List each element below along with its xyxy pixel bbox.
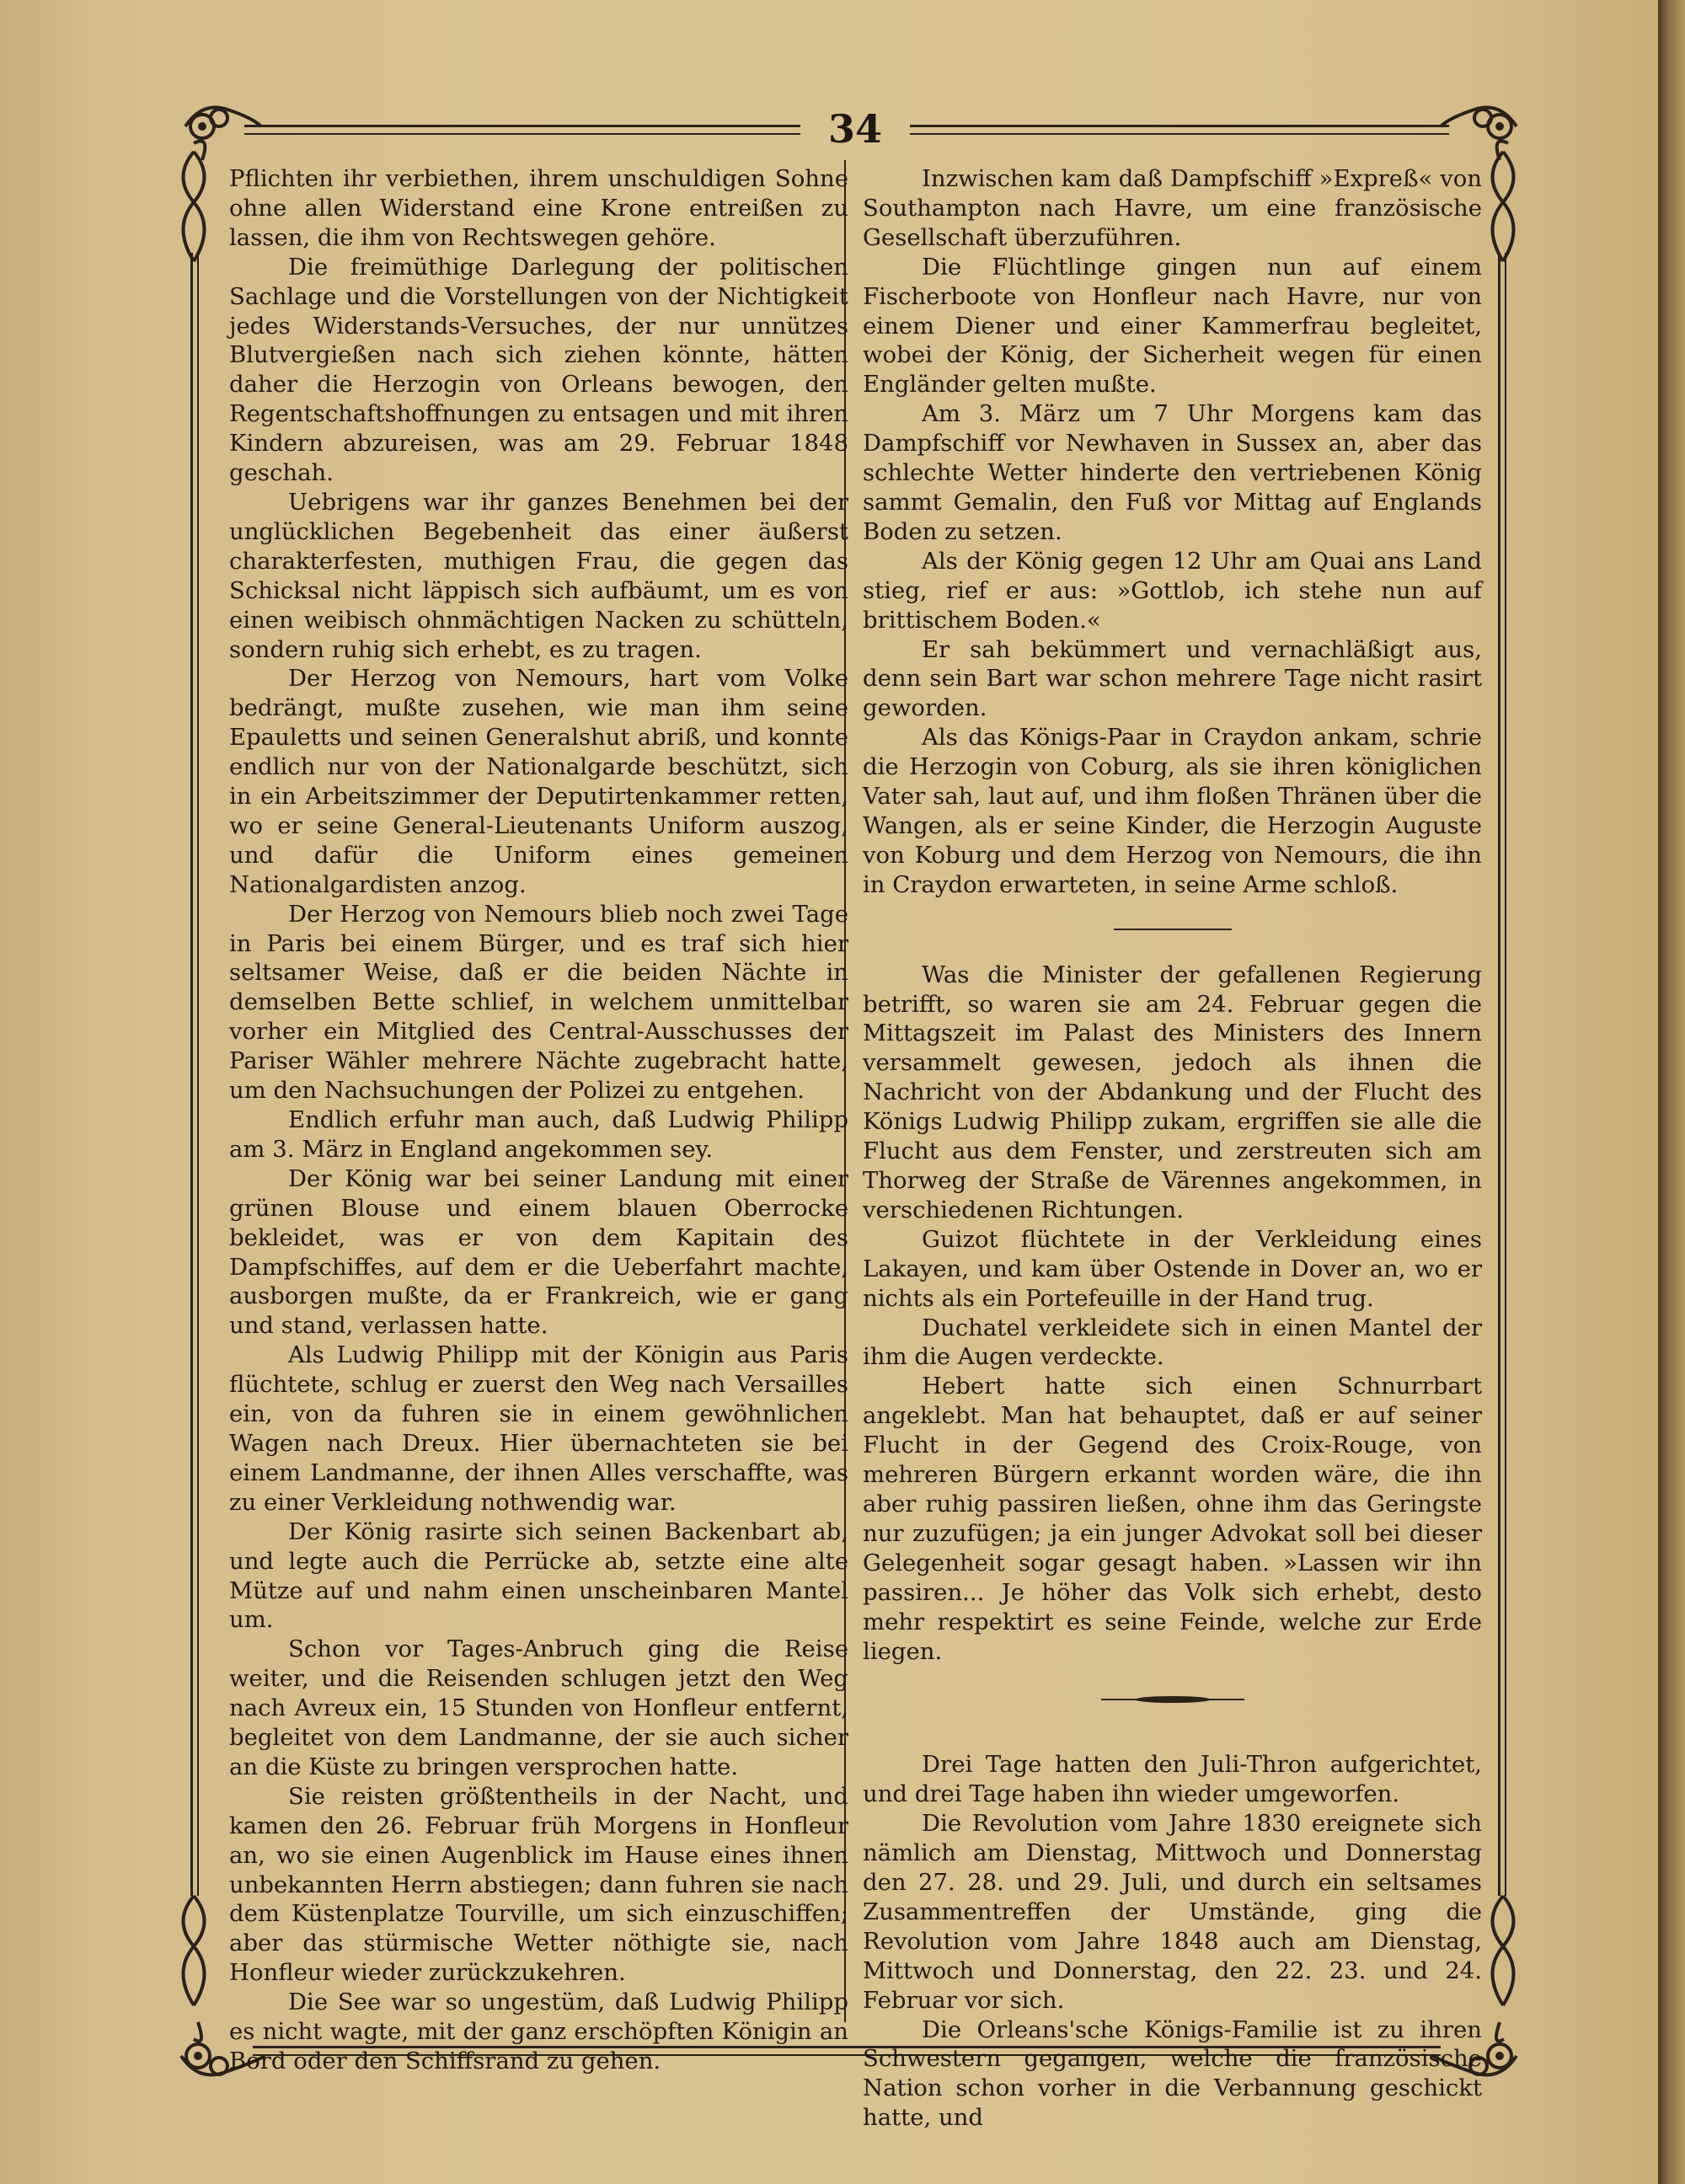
left-column bbox=[229, 164, 848, 2076]
paragraph: Schon vor Tages-Anbruch ging die Reise weiter, und die Reisenden schlugen jetzt den Weg nach Avreux ein, 15 Stunden von Honfleur entfernt, begleitet von dem Landmanne, der sie auch sicher an die Küste zu bringen versprochen hatte. bbox=[229, 1635, 848, 1780]
paragraph: Die See war so ungestüm, daß Ludwig Philipp es nicht wagte, mit der ganz erschöpften Königin an Bord oder den Schiffsrand zu gehen. bbox=[229, 1989, 848, 2074]
paragraph: Inzwischen kam daß Dampfschiff »Expreß« von Southampton nach Havre, um eine französische Gesellschaft überzuführen. bbox=[863, 165, 1482, 251]
paragraph: Als Ludwig Philipp mit der Königin aus Paris flüchtete, schlug er zuerst den Weg nach Versailles ein, von da fuhren sie in einem gewöhnlichen Wagen nach Dreux. Hier übernachteten sie bei einem Landmanne, der ihnen Alles verschaffte, was zu einer Verkleidung nothwendig war. bbox=[229, 1341, 848, 1516]
top-rule-left-lower bbox=[244, 133, 800, 135]
right-vertical-rule-inner bbox=[1505, 253, 1506, 1896]
left-vertical-rule bbox=[190, 253, 193, 1896]
paragraph: Drei Tage hatten den Juli-Thron aufgerichtet, und drei Tage haben ihn wieder umgeworfen. bbox=[863, 1751, 1482, 1808]
paragraph: Am 3. März um 7 Uhr Morgens kam das Dampfschiff vor Newhaven in Sussex an, aber das schlechte Wetter hinderte den vertriebenen König sammt Gemalin, den Fuß vor Mittag auf Englands Boden zu setzen. bbox=[863, 400, 1482, 545]
book-gutter bbox=[1658, 0, 1685, 2184]
page-number: 34 bbox=[827, 106, 882, 152]
paragraph: Als der König gegen 12 Uhr am Quai ans Land stieg, rief er aus: »Gottlob, ich stehe nun auf brittischem Boden.« bbox=[863, 547, 1482, 634]
right-vertical-rule bbox=[1498, 253, 1500, 1896]
paragraph: Hebert hatte sich einen Schnurrbart angeklebt. Man hat behauptet, daß er auf seiner Flucht in der Gegend des Croix-Rouge, von mehreren Bürgern erkannt worden wäre, die ihn aber ruhig passiren ließen, ohne ihm das Geringste nur zuzufügen; ja ein junger Advokat soll bei dieser Gelegenheit sogar gesagt haben. »Lassen wir ihn passiren... Je höher das Volk sich erhebt, desto mehr respektirt es seine Feinde, welche zur Erde liegen. bbox=[863, 1373, 1482, 1665]
decorative-separator bbox=[1101, 1696, 1244, 1703]
paragraph: Die Orleans'sche Königs-Familie ist zu ihren Schwestern gegangen, welche die französische Nation schon vorher in die Verbannung geschickt hatte, und bbox=[863, 2015, 1482, 2132]
paragraph: Als das Königs-Paar in Craydon ankam, schrie die Herzogin von Coburg, als sie ihren königlichen Vater sah, laut auf, und ihm floßen Thränen über die Wangen, als er seine Kinder, die Herzogin Auguste von Koburg und dem Herzog von Nemours, die ihn in Craydon erwarteten, in seine Arme schloß. bbox=[863, 724, 1482, 898]
side-ornament-left-bottom bbox=[168, 1887, 219, 2014]
left-vertical-rule-inner bbox=[197, 253, 199, 1896]
paragraph: Duchatel verkleidete sich in einen Mantel der ihm die Augen verdeckte. bbox=[863, 1314, 1482, 1371]
section-separator bbox=[1114, 929, 1232, 930]
side-ornament-right-top bbox=[1478, 143, 1528, 270]
top-rule-left bbox=[244, 125, 800, 127]
top-rule-right bbox=[910, 125, 1449, 127]
paragraph: Die Flüchtlinge gingen nun auf einem Fischerboote von Honfleur nach Havre, nur von einem Diener und einer Kammerfrau begleitet, wobei der König, der Sicherheit wegen für einen Engländer gelten mußte. bbox=[863, 253, 1482, 399]
paragraph: Er sah bekümmert und vernachläßigt aus, denn sein Bart war schon mehrere Tage nicht rasirt geworden. bbox=[863, 635, 1482, 722]
paragraph: Sie reisten größtentheils in der Nacht, und kamen den 26. Februar früh Morgens in Honfleur an, wo sie einen Augenblick im Hause eines ihnen unbekannten Herrn abstiegen; dann fuhren sie nach dem Küstenplatze Tourville, um sich einzuschiffen; aber das stürmische Wetter nöthigte sie, nach Honfleur wieder zurückzukehren. bbox=[229, 1782, 848, 1987]
paragraph: Der Herzog von Nemours, hart vom Volke bedrängt, mußte zusehen, wie man ihm seine Epauletts und seinen Generalshut abriß, und konnte endlich nur von der Nationalgarde beschützt, sich in ein Arbeitszimmer der Deputirtenkammer retten, wo er seine General-Lieutenants Uniform auszog, und dafür die Uniform eines gemeinen Nationalgardisten anzog. bbox=[229, 665, 848, 898]
paragraph: Was die Minister der gefallenen Regierung betrifft, so waren sie am 24. Februar gegen die Mittagszeit im Palast des Ministers des Innern versammelt gewesen, jedoch als ihnen die Nachricht von der Abdankung und der Flucht des Königs Ludwig Philipp zukam, ergriffen sie alle die Flucht aus dem Fenster, und zerstreuten sich am Thorweg der Straße de Värennes angekommen, in verschiedenen Richtungen. bbox=[863, 961, 1482, 1223]
paragraph: Guizot flüchtete in der Verkleidung eines Lakayen, und kam über Ostende in Dover an, wo er nichts als ein Portefeuille in der Hand trug. bbox=[863, 1225, 1482, 1312]
paragraph: Pflichten ihr verbiethen, ihrem unschuldigen Sohne ohne allen Widerstand eine Krone entreißen zu lassen, die ihm von Rechtswegen gehöre. bbox=[229, 165, 848, 251]
paragraph: Die Revolution vom Jahre 1830 ereignete sich nämlich am Dienstag, Mittwoch und Donnerstag den 27. 28. und 29. Juli, und durch ein seltsames Zusammentreffen der Umstände, ging die Revolution vom Jahre 1848 auch am Dienstag, Mittwoch und Donnerstag, den 22. 23. und 24. Februar vor sich. bbox=[863, 1810, 1482, 2014]
paragraph: Der Herzog von Nemours blieb noch zwei Tage in Paris bei einem Bürger, und es traf sich hier seltsamer Weise, daß er die beiden Nächte in demselben Bette schlief, in welchem unmittelbar vorher ein Mitglied des Central-Ausschusses der Pariser Wähler mehrere Nächte zugebracht hatte, um den Nachsuchungen der Polizei zu entgehen. bbox=[229, 900, 848, 1105]
paragraph: Endlich erfuhr man auch, daß Ludwig Philipp am 3. März in England angekommen sey. bbox=[229, 1106, 848, 1163]
side-ornament-right-bottom bbox=[1478, 1887, 1528, 2014]
paragraph: Uebrigens war ihr ganzes Benehmen bei der unglücklichen Begebenheit das einer äußerst charakterfesten, muthigen Frau, die gegen das Schicksal nicht läppisch sich aufbäumt, um es von einen weibisch ohnmächtigen Nacken zu schütteln, sondern ruhig sich erhebt, es zu tragen. bbox=[229, 488, 848, 663]
paragraph: Der König rasirte sich seinen Backenbart ab, und legte auch die Perrücke ab, setzte eine alte Mütze auf und nahm einen unscheinbaren Mantel um. bbox=[229, 1518, 848, 1634]
paragraph: Der König war bei seiner Landung mit einer grünen Blouse und einem blauen Oberrocke bekleidet, was er von dem Kapitain des Dampfschiffes, auf dem er die Ueberfahrt machte, ausborgen mußte, da er Frankreich, wie er gang und stand, verlassen hatte. bbox=[229, 1164, 848, 1340]
paragraph: Die freimüthige Darlegung der politischen Sachlage und die Vorstellungen von der Nichtigkeit jedes Widerstands-Versuches, der nur unnützes Blutvergießen nach sich ziehen könnte, hätten daher die Herzogin von Orleans bewogen, den Regentschaftshoffnungen zu entsagen und mit ihren Kindern abzureisen, was am 29. Februar 1848 geschah. bbox=[229, 253, 848, 487]
right-column bbox=[863, 164, 1482, 2133]
top-rule-right-lower bbox=[910, 133, 1449, 135]
side-ornament-left-top bbox=[168, 143, 219, 270]
